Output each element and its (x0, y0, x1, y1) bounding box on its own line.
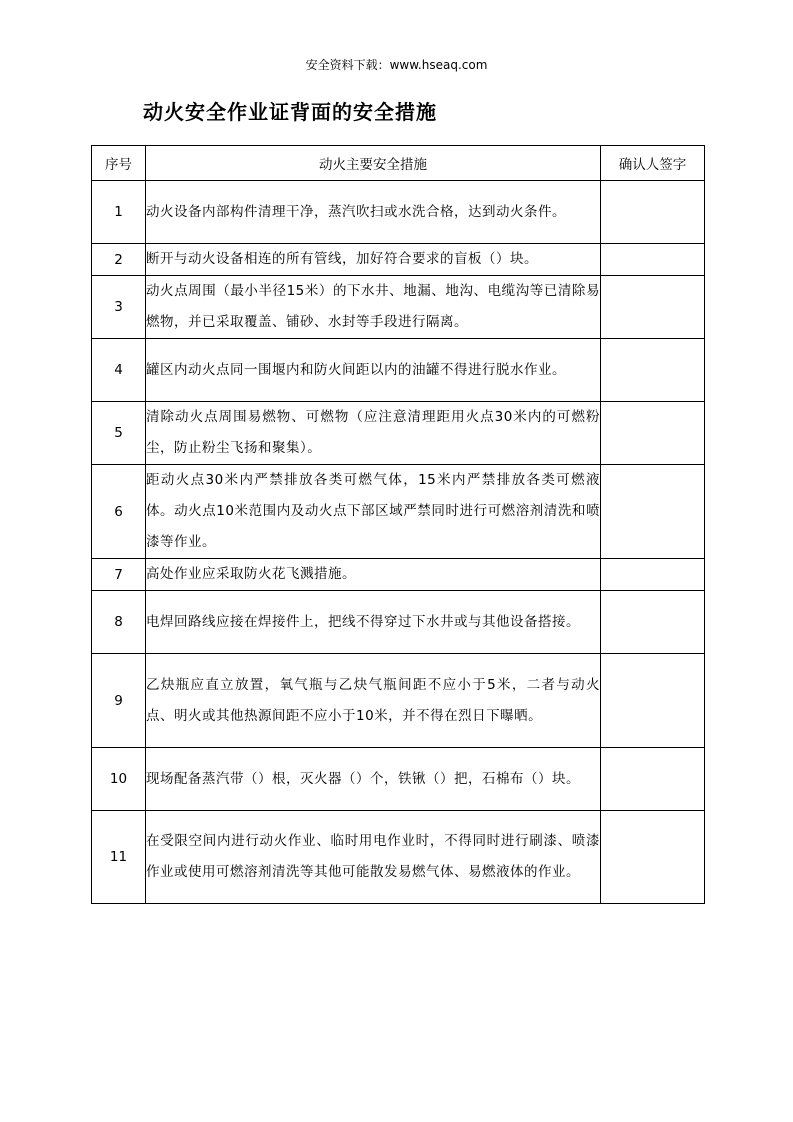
row-signature-cell[interactable] (601, 465, 705, 559)
row-measure: 罐区内动火点同一围堰内和防火间距以内的油罐不得进行脱水作业。 (146, 339, 601, 402)
column-header-seq: 序号 (92, 146, 146, 181)
table-row (92, 591, 705, 654)
row-seq: 2 (92, 244, 146, 276)
row-measure: 动火点周围（最小半径15米）的下水井、地漏、地沟、电缆沟等已清除易燃物，并已采取覆盖、铺砂、水封等手段进行隔离。 (146, 276, 601, 339)
row-signature-cell[interactable] (601, 276, 705, 339)
row-signature-cell[interactable] (601, 402, 705, 465)
row-signature-cell[interactable] (601, 748, 705, 811)
row-measure: 清除动火点周围易燃物、可燃物（应注意清理距用火点30米内的可燃粉尘，防止粉尘飞扬和聚集）。 (146, 402, 601, 465)
table-row (92, 748, 705, 811)
column-header-measure: 动火主要安全措施 (146, 146, 601, 181)
row-signature-cell[interactable] (601, 339, 705, 402)
table-row (92, 402, 705, 465)
row-measure: 在受限空间内进行动火作业、临时用电作业时，不得同时进行刷漆、喷漆作业或使用可燃溶剂清洗等其他可能散发易燃气体、易燃液体的作业。 (146, 811, 601, 904)
row-seq: 3 (92, 276, 146, 339)
row-measure: 断开与动火设备相连的所有管线，加好符合要求的盲板（）块。 (146, 244, 601, 276)
table-row (92, 559, 705, 591)
row-signature-cell[interactable] (601, 559, 705, 591)
row-seq: 9 (92, 654, 146, 748)
row-measure: 高处作业应采取防火花飞溅措施。 (146, 559, 601, 591)
row-signature-cell[interactable] (601, 244, 705, 276)
row-signature-cell[interactable] (601, 654, 705, 748)
row-measure: 乙炔瓶应直立放置，氧气瓶与乙炔气瓶间距不应小于5米，二者与动火点、明火或其他热源间距不应小于10米，并不得在烈日下曝晒。 (146, 654, 601, 748)
table-row (92, 654, 705, 748)
row-seq: 6 (92, 465, 146, 559)
table-row (92, 276, 705, 339)
safety-measures-table (91, 145, 705, 904)
column-header-sign: 确认人签字 (601, 146, 705, 181)
row-signature-cell[interactable] (601, 181, 705, 244)
row-measure: 现场配备蒸汽带（）根，灭火器（）个，铁锹（）把，石棉布（）块。 (146, 748, 601, 811)
row-seq: 8 (92, 591, 146, 654)
row-seq: 5 (92, 402, 146, 465)
document-title: 动火安全作业证背面的安全措施 (143, 100, 437, 124)
row-seq: 7 (92, 559, 146, 591)
row-signature-cell[interactable] (601, 591, 705, 654)
row-seq: 10 (92, 748, 146, 811)
table-row (92, 811, 705, 904)
row-measure: 电焊回路线应接在焊接件上，把线不得穿过下水井或与其他设备搭接。 (146, 591, 601, 654)
table-header-row (92, 146, 705, 181)
table-row (92, 244, 705, 276)
table-row (92, 339, 705, 402)
row-seq: 4 (92, 339, 146, 402)
row-seq: 1 (92, 181, 146, 244)
table-row (92, 181, 705, 244)
row-measure: 动火设备内部构件清理干净，蒸汽吹扫或水洗合格，达到动火条件。 (146, 181, 601, 244)
row-seq: 11 (92, 811, 146, 904)
row-signature-cell[interactable] (601, 811, 705, 904)
table-row (92, 465, 705, 559)
row-measure: 距动火点30米内严禁排放各类可燃气体，15米内严禁排放各类可燃液体。动火点10米范围内及动火点下部区域严禁同时进行可燃溶剂清洗和喷漆等作业。 (146, 465, 601, 559)
download-header: 安全资料下载：www.hseaq.com (305, 58, 488, 72)
